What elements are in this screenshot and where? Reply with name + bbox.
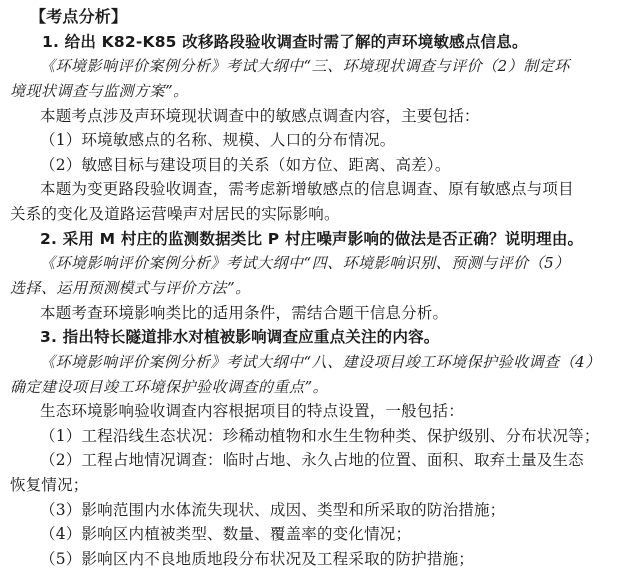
paragraph-line: 生态环境影响验收调查内容根据项目的特点设置，一般包括： — [40, 402, 464, 420]
list-item-line: （2）工程占地情况调查：临时占地、永久占地的位置、面积、取弃土量及生态 — [40, 451, 584, 469]
syllabus-reference-3-line-1: 《环境影响评价案例分析》考试大纲中“八、建设项目竣工环境保护验收调查（4） — [40, 353, 601, 371]
list-item-line: （4）影响区内植被类型、数量、覆盖率的变化情况； — [40, 525, 412, 543]
section-title: 【考点分析】 — [30, 7, 128, 26]
syllabus-reference-2-line-1: 《环境影响评价案例分析》考试大纲中“四、环境影响识别、预测与评价（5） — [40, 254, 570, 272]
syllabus-reference-1-line-1: 《环境影响评价案例分析》考试大纲中“三、环境现状调查与评价（2）制定环 — [40, 57, 570, 75]
syllabus-reference-2-line-2: 选择、运用预测模式与评价方法”。 — [10, 279, 251, 297]
paragraph-line: 本题考查环境影响类比的适用条件，需结合题干信息分析。 — [40, 304, 449, 322]
list-item-line: （1）环境敏感点的名称、规模、人口的分布情况。 — [40, 131, 396, 149]
syllabus-reference-3-line-2: 确定建设项目竣工环境保护验收调查的重点”。 — [10, 378, 329, 396]
list-item-line: （2）敏感目标与建设项目的关系（如方位、距离、高差）。 — [40, 156, 451, 174]
list-item-line: 恢复情况； — [10, 476, 89, 494]
paragraph-line: 本题为变更路段验收调查，需考虑新增敏感点的信息调查、原有敏感点与项目 — [40, 180, 574, 198]
question-1-heading: 1. 给出 K82-K85 改移路段验收调查时需了解的声环境敏感点信息。 — [42, 33, 528, 51]
question-2-heading: 2. 采用 M 村庄的监测数据类比 P 村庄噪声影响的做法是否正确？说明理由。 — [40, 230, 584, 248]
list-item-line: （1）工程沿线生态状况：珍稀动植物和水生生物种类、保护级别、分布状况等； — [40, 427, 600, 445]
list-item-line: （5）影响区内不良地质地段分布状况及工程采取的防护措施； — [40, 550, 474, 568]
syllabus-reference-1-line-2: 境现状调查与监测方案”。 — [10, 82, 189, 100]
paragraph-line: 本题考点涉及声环境现状调查中的敏感点调查内容，主要包括： — [40, 107, 480, 125]
paragraph-line: 关系的变化及道路运营噪声对居民的实际影响。 — [10, 205, 340, 223]
question-3-heading: 3. 指出特长隧道排水对植被影响调查应重点关注的内容。 — [40, 328, 440, 346]
list-item-line: （3）影响范围内水体流失现状、成因、类型和所采取的防治措施； — [40, 501, 506, 519]
